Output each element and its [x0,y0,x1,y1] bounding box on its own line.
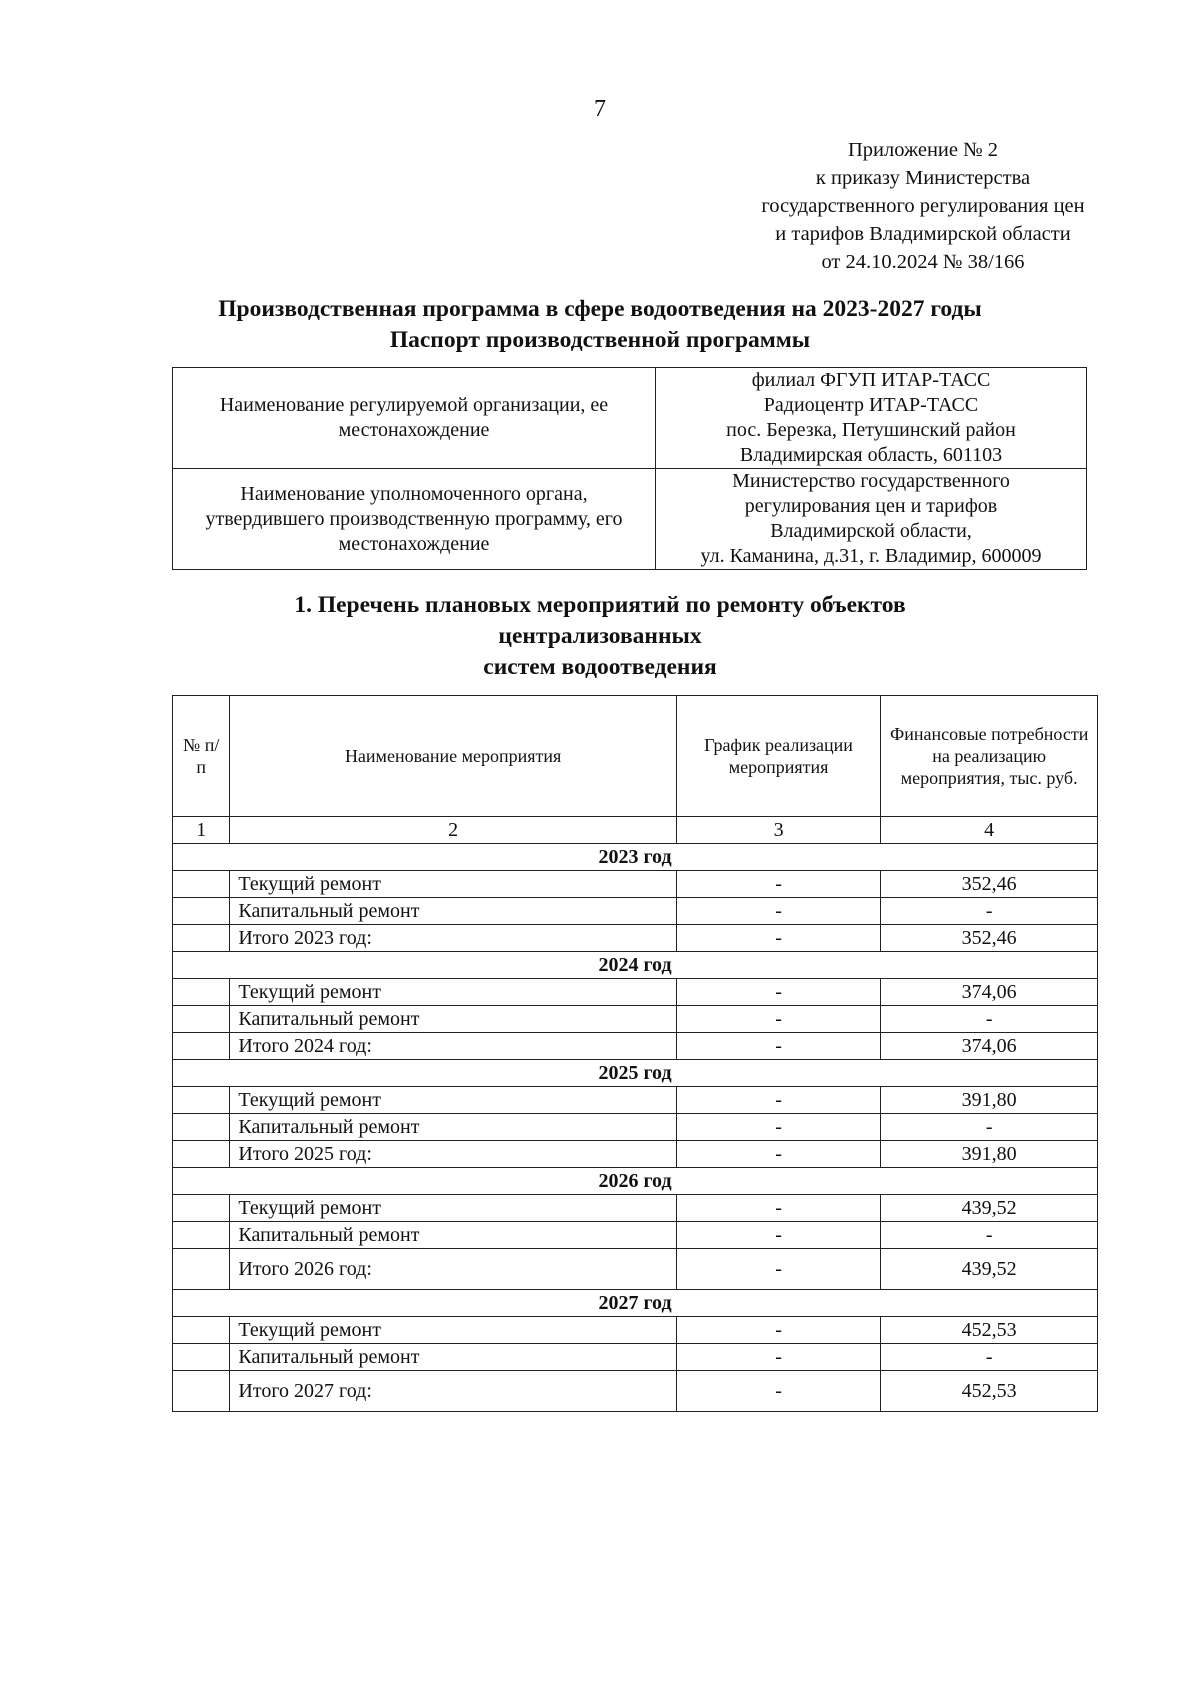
row-name: Текущий ремонт [230,979,676,1006]
organization-value-line: пос. Березка, Петушинский район [726,419,1016,441]
row-name: Текущий ремонт [230,1317,676,1344]
organization-value-line: Радиоцентр ИТАР-ТАСС [763,394,979,416]
row-finance: 352,46 [881,871,1098,898]
table-row [173,1114,1098,1141]
row-name: Капитальный ремонт [230,1006,676,1033]
row-name: Капитальный ремонт [230,898,676,925]
row-name: Капитальный ремонт [230,1344,676,1371]
year-label: 2027 год [173,1290,1098,1317]
table-row [173,1249,1098,1290]
authority-value-line: Владимирской области, [770,520,972,542]
organization-value-line: филиал ФГУП ИТАР-ТАСС [751,369,991,391]
year-row-2023 [173,844,1098,871]
row-schedule: - [676,1114,881,1141]
table-header-row [173,696,1098,817]
table-row [173,871,1098,898]
column-number: 2 [230,817,676,844]
row-schedule: - [676,1317,881,1344]
row-finance: 374,06 [881,979,1098,1006]
section-title-line: 1. Перечень плановых мероприятий по ремонту объектов [294,592,906,618]
row-schedule: - [676,1087,881,1114]
row-schedule: - [676,1344,881,1371]
row-name: Итого 2026 год: [230,1249,676,1290]
row-finance: 439,52 [881,1195,1098,1222]
header-name: Наименование мероприятия [230,696,676,817]
row-num [173,1087,230,1114]
header-schedule: График реализации мероприятия [676,696,881,817]
appendix-line: от 24.10.2024 № 38/166 [821,251,1025,273]
table-row [173,1371,1098,1412]
row-finance: 452,53 [881,1371,1098,1412]
organization-label: Наименование регулируемой организации, ее местонахождение [173,368,656,469]
table-row [173,898,1098,925]
year-row-2025 [173,1060,1098,1087]
header-finance: Финансовые потребности на реализацию мероприятия, тыс. руб. [881,696,1098,817]
row-num [173,1006,230,1033]
column-number: 1 [173,817,230,844]
table-row [173,1006,1098,1033]
column-number: 3 [676,817,881,844]
authority-label: Наименование уполномоченного органа, утвердившего производственную программу, его местонахождение [173,469,656,570]
row-schedule: - [676,925,881,952]
row-num [173,898,230,925]
row-num [173,979,230,1006]
passport-row-organization [173,368,1087,469]
row-schedule: - [676,898,881,925]
appendix-block [728,136,1118,276]
year-label: 2026 год [173,1168,1098,1195]
row-finance: - [881,1222,1098,1249]
row-finance: - [881,1344,1098,1371]
row-schedule: - [676,1033,881,1060]
row-finance: - [881,1114,1098,1141]
passport-table [172,367,1087,570]
row-name: Текущий ремонт [230,1087,676,1114]
table-row [173,1317,1098,1344]
row-name: Текущий ремонт [230,1195,676,1222]
row-finance: 452,53 [881,1317,1098,1344]
table-row [173,1033,1098,1060]
section-title-line: систем водоотведения [483,654,717,680]
document-title: Производственная программа в сфере водоотведения на 2023-2027 годы [218,296,982,322]
row-num [173,1114,230,1141]
appendix-line: и тарифов Владимирской области [775,223,1071,245]
year-row-2026 [173,1168,1098,1195]
row-finance: 352,46 [881,925,1098,952]
row-schedule: - [676,1249,881,1290]
row-name: Текущий ремонт [230,871,676,898]
row-num [173,1317,230,1344]
row-num [173,1033,230,1060]
passport-row-authority [173,469,1087,570]
row-finance: 439,52 [881,1249,1098,1290]
row-schedule: - [676,1141,881,1168]
row-num [173,1344,230,1371]
row-name: Итого 2025 год: [230,1141,676,1168]
header-num: № п/п [173,696,230,817]
row-num [173,1195,230,1222]
row-name: Капитальный ремонт [230,1114,676,1141]
organization-value [656,368,1087,469]
row-schedule: - [676,1371,881,1412]
row-finance: - [881,1006,1098,1033]
table-row [173,1087,1098,1114]
authority-value-line: Министерство государственного [732,470,1010,492]
authority-value-line: регулирования цен и тарифов [744,495,998,517]
section-title-line: централизованных [498,623,702,649]
row-schedule: - [676,1006,881,1033]
activities-table [172,695,1098,1412]
row-finance: - [881,898,1098,925]
document-subtitle: Паспорт производственной программы [389,327,811,353]
page-number: 7 [594,96,606,122]
table-row [173,1344,1098,1371]
row-name: Итого 2027 год: [230,1371,676,1412]
table-row [173,1222,1098,1249]
row-num [173,1141,230,1168]
authority-value [656,469,1087,570]
row-schedule: - [676,871,881,898]
row-num [173,1222,230,1249]
authority-value-line: ул. Каманина, д.31, г. Владимир, 600009 [700,545,1042,567]
row-name: Капитальный ремонт [230,1222,676,1249]
row-finance: 391,80 [881,1087,1098,1114]
year-row-2024 [173,952,1098,979]
table-row [173,925,1098,952]
organization-value-line: Владимирская область, 601103 [739,444,1003,466]
row-schedule: - [676,1195,881,1222]
row-num [173,925,230,952]
year-label: 2023 год [173,844,1098,871]
row-name: Итого 2023 год: [230,925,676,952]
table-row [173,1141,1098,1168]
column-number: 4 [881,817,1098,844]
table-row [173,979,1098,1006]
row-num [173,1249,230,1290]
row-finance: 391,80 [881,1141,1098,1168]
row-schedule: - [676,1222,881,1249]
row-finance: 374,06 [881,1033,1098,1060]
year-row-2027 [173,1290,1098,1317]
appendix-line: государственного регулирования цен [761,195,1085,217]
row-name: Итого 2024 год: [230,1033,676,1060]
section-title [160,590,1040,683]
year-label: 2024 год [173,952,1098,979]
table-row [173,1195,1098,1222]
appendix-line: к приказу Министерства [815,167,1031,189]
appendix-line: Приложение № 2 [847,139,999,161]
row-num [173,871,230,898]
row-schedule: - [676,979,881,1006]
year-label: 2025 год [173,1060,1098,1087]
row-num [173,1371,230,1412]
column-number-row [173,817,1098,844]
